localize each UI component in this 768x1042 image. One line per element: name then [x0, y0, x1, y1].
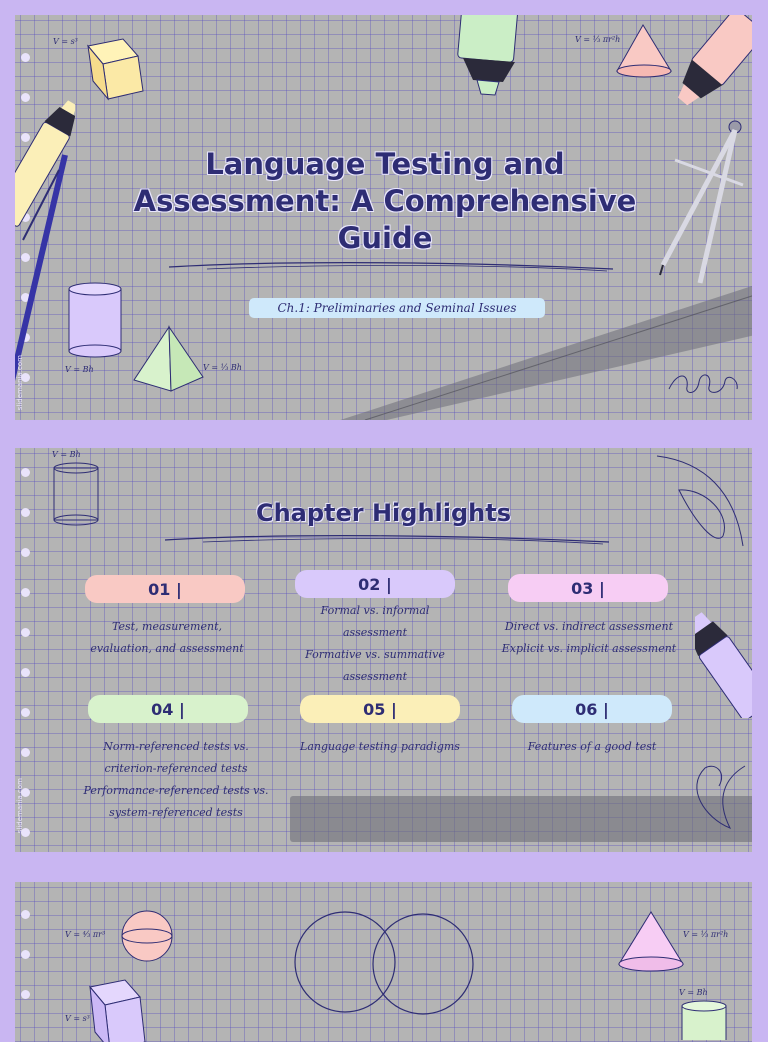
highlight-number-02: 02 |	[295, 570, 455, 598]
highlight-description-05	[292, 736, 468, 758]
sphere-icon	[119, 908, 175, 964]
pyramid-icon	[131, 325, 206, 395]
formula-text: V = Bh	[52, 450, 81, 459]
highlight-number-05: 05 |	[300, 695, 460, 723]
formula-text: V = Bh	[65, 365, 94, 374]
cylinder-icon	[65, 281, 125, 361]
formula-text: V = s³	[53, 37, 78, 46]
watermark-text: slidemania.com	[16, 355, 24, 411]
highlight-description-03	[491, 616, 687, 660]
highlight-line: Language testing paradigms	[300, 740, 460, 753]
cone-icon	[615, 910, 687, 974]
highlight-description-01	[77, 616, 257, 660]
highlight-line: Norm-referenced tests vs.	[103, 740, 249, 753]
highlight-line: assessment	[342, 626, 408, 639]
highlight-line: assessment	[342, 670, 408, 683]
cube-icon	[83, 31, 163, 101]
cube-icon	[85, 972, 165, 1042]
formula-text: V = ⅓ πr²h	[683, 930, 729, 939]
cylinder-icon	[679, 1000, 729, 1040]
highlight-number-06: 06 |	[512, 695, 672, 723]
highlight-line: Explicit vs. implicit assessment	[501, 642, 677, 655]
title-line: Assessment: A Comprehensive	[133, 184, 637, 218]
formula-text: V = ⅓ Bh	[203, 363, 242, 372]
title-slide[interactable]	[15, 15, 752, 420]
curve-decoration	[675, 758, 750, 838]
title-line: Guide	[337, 221, 433, 255]
highlight-line: system-referenced tests	[109, 806, 243, 819]
highlight-line: Formal vs. informal	[320, 604, 430, 617]
highlighter-icon	[695, 608, 752, 718]
section-heading: Chapter Highlights	[255, 499, 512, 527]
slide-title	[115, 146, 655, 257]
highlight-description-06	[504, 736, 680, 758]
highlight-line: Test, measurement,	[112, 620, 222, 633]
highlight-line: Features of a good test	[527, 740, 657, 753]
compass-icon	[655, 115, 752, 290]
title-line: Language Testing and	[205, 147, 565, 181]
formula-text: V = ⅓ πr²h	[575, 35, 621, 44]
highlight-line: Direct vs. indirect assessment	[504, 620, 674, 633]
highlighter-icon	[455, 15, 525, 110]
binder-holes	[21, 882, 31, 1042]
watermark-text: slidemania.com	[16, 778, 24, 834]
highlight-line: Performance-referenced tests vs.	[83, 784, 269, 797]
formula-text: V = s³	[65, 1014, 90, 1023]
venn-diagram-icon	[293, 910, 478, 1015]
highlight-description-02	[287, 600, 463, 688]
highlight-line: Formative vs. summative	[305, 648, 445, 661]
chapter-subtitle: Ch.1: Preliminaries and Seminal Issues	[249, 298, 545, 318]
highlighter-icon	[659, 15, 752, 130]
highlights-slide[interactable]	[15, 448, 752, 852]
highlight-number-04: 04 |	[88, 695, 248, 723]
highlight-line: criterion-referenced tests	[104, 762, 248, 775]
formula-text: V = Bh	[679, 988, 708, 997]
next-slide[interactable]	[15, 882, 752, 1042]
highlight-number-01: 01 |	[85, 575, 245, 603]
highlight-description-04	[77, 736, 275, 824]
scribble-decoration	[667, 367, 742, 397]
formula-text: V = ⁴⁄₃ πr³	[65, 930, 106, 939]
highlight-line: evaluation, and assessment	[90, 642, 244, 655]
highlight-number-03: 03 |	[508, 574, 668, 602]
underline-swoosh	[163, 532, 613, 546]
